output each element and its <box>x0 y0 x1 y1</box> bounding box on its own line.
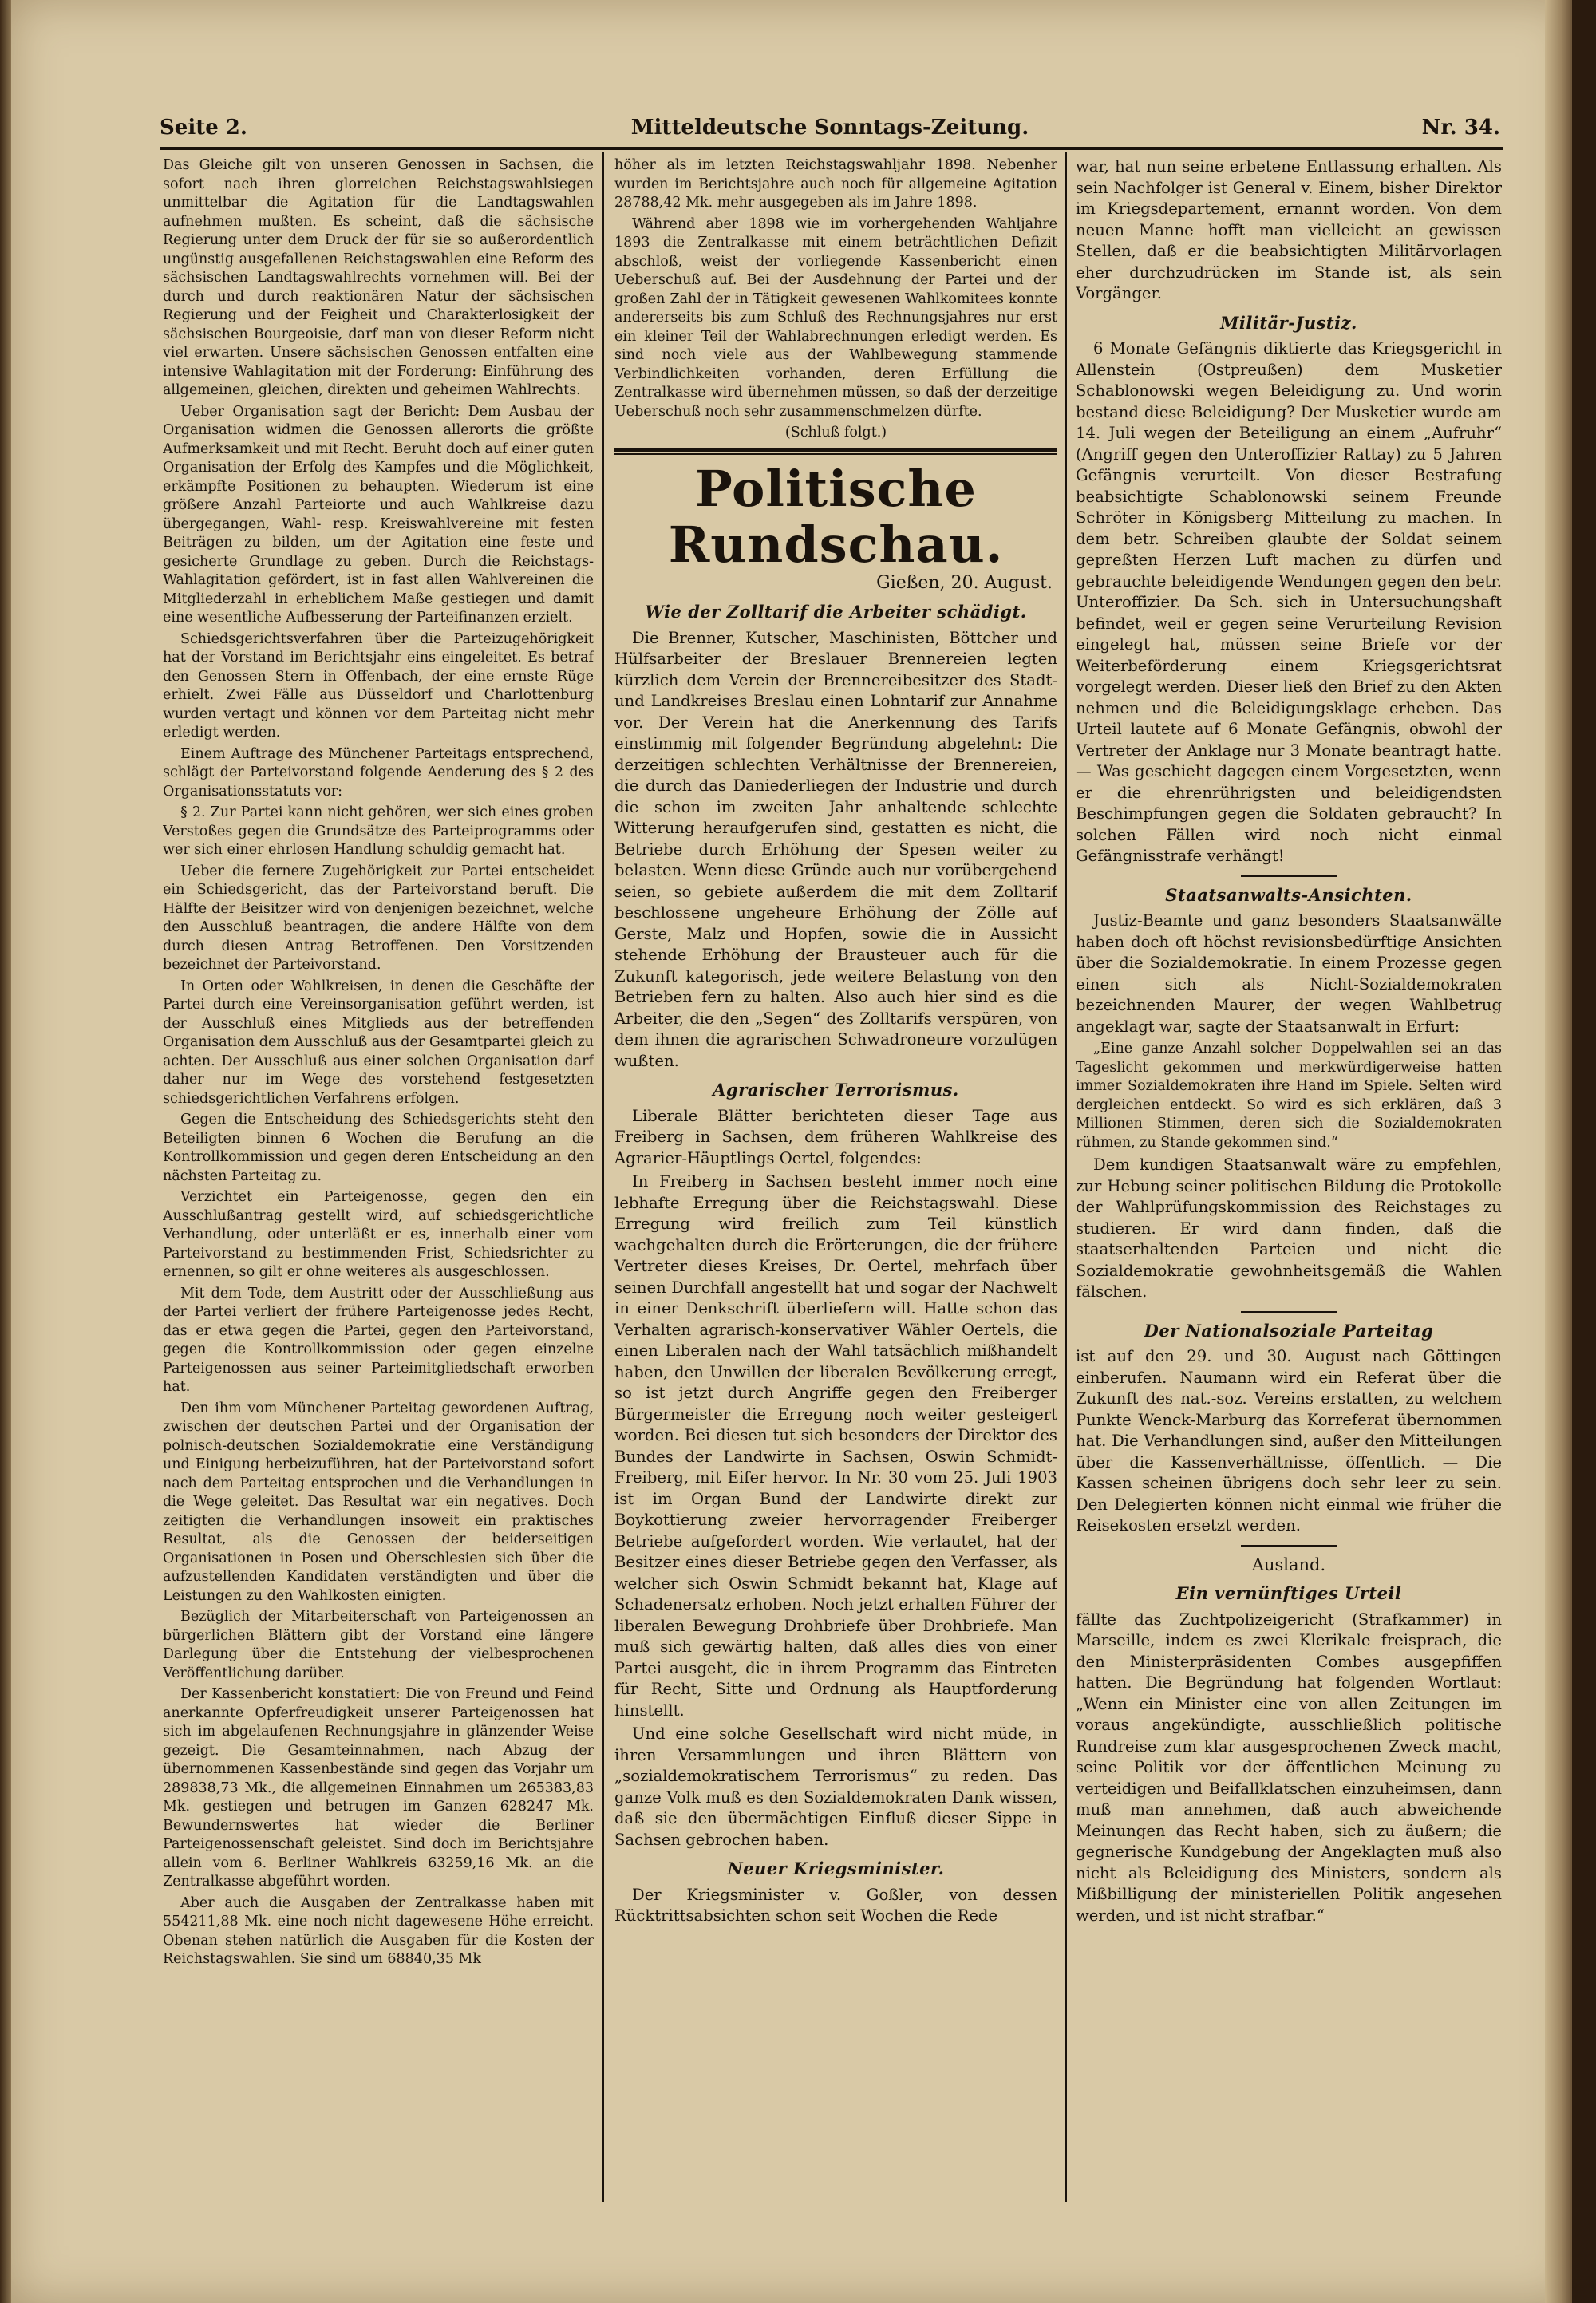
to-be-continued: (Schluß folgt.) <box>784 425 887 440</box>
paragraph: Mit dem Tode, dem Austritt oder der Ausschließung aus der Partei verliert der frühere Parteigenosse jedes Recht, das er etwa gegen die Partei, gegen den Parteivorstand, gegen die Kontrollkommission oder gegen einzelne Parteigenossen aus seiner Parteimitgliedschaft erworben hat. <box>163 1285 594 1395</box>
article-heading: Neuer Kriegsminister. <box>727 1859 945 1878</box>
header-rule <box>160 147 1503 150</box>
separator <box>1241 1311 1337 1313</box>
paragraph: 6 Monate Gefängnis diktierte das Kriegsgericht in Allenstein (Ostpreußen) dem Musketier Schablonowski wegen Beleidigung zu. Und worin bestand diese Beleidigung? Der Musketier wurde am 14. Juli wegen der Beteiligung an einem „Aufruhr“ (Angriff gegen den Unteroffizier Rattay) zu 5 Jahren Gefängnis verurteilt. Von dieser Bestrafung beabsichtigte Schablonowski seinem Freunde Schröter in Königsberg Mitteilung zu machen. In dem betr. Schreiben glaubte der Soldat seinem gepreßten Herzen Luft machen zu dürfen und gebrauchte beleidigende Wendungen gegen den betr. Unteroffizier. Da Sch. sich in Untersuchungshaft befindet, weil er gegen seine Verurteilung Revision eingelegt hat, müssen seine Briefe vor der Weiterbeförderung einem Kriegsgerichtsrat vorgelegt werden. Dieser ließ den Brief zu den Akten nehmen und die Beleidigungsklage erheben. Das Urteil lautete auf 6 Monate Gefängnis, obwohl der Vertreter der Anklage nur 3 Monate beantragt hatte. — Was geschieht dagegen einem Vorgesetzten, wenn er die ehrenrührigsten und beleidigendsten Beschimpfungen gegen die Soldaten gebraucht? In solchen Fällen wird noch nicht einmal Gefängnisstrafe verhängt! <box>1076 339 1502 865</box>
paragraph: Ueber die fernere Zugehörigkeit zur Partei entscheidet ein Schiedsgericht, das der Parteivorstand beruft. Die Hälfte der Beisitzer wird von denjenigen bezeichnet, welche den Ausschluß beantragen, die andere Hälfte von dem durch diesen Antrag Betroffenen. Den Vorsitzenden bezeichnet der Parteivorstand. <box>163 863 594 973</box>
paragraph: Liberale Blätter berichteten dieser Tage aus Freiberg in Sachsen, dem früheren Wahlkreise des Agrarier-Häuptlings Oertel, folgendes: <box>614 1106 1057 1167</box>
quotation: „Eine ganze Anzahl solcher Doppelwahlen sei an das Tageslicht gekommen und merkwürdigerweise hatten immer Sozialdemokraten ihre Hand im Spiele. Selten wird dergleichen entdeckt. So wird es sich erklären, daß 3 Millionen Stimmen, deren sich die Sozialdemokraten rühmen, zu Stande gekommen sind.“ <box>1076 1041 1502 1151</box>
paragraph: Den ihm vom Münchener Parteitag gewordenen Auftrag, zwischen der deutschen Partei und der Organisation der polnisch-deutschen Sozialdemokratie eine Verständigung und Einigung herbeizuführen, hat der Parteivorstand sofort nach dem Parteitag entsprochen und die Verhandlungen in die Wege geleitet. Das Resultat war ein negatives. Doch zeitigten die Verhandlungen insoweit ein praktisches Resultat, als die Genossen der beiderseitigen Organisationen in Posen und Oberschlesien sich über die aufzustellenden Kandidaten verständigten und über die Leistungen zu den Wahlkosten einigten. <box>163 1400 594 1604</box>
paragraph: Der Kassenbericht konstatiert: Die von Freund und Feind anerkannte Opferfreudigkeit unserer Parteigenossen hat sich im abgelaufenen Rechnungsjahre in glänzender Weise gezeigt. Die Gesamteinnahmen, nach Abzug der übernommenen Kassenbestände sind gegen das Vorjahr um 289838,73 Mk., die allgemeinen Einnahmen um 265383,83 Mk. gestiegen und betrugen im Ganzen 628247 Mk. Bewundernswertes hat wieder die Berliner Parteigenossenschaft geleistet. Sind doch im Berichtsjahre allein vom 6. Berliner Wahlkreis 63259,16 Mk. an die Zentralkasse abgeführt worden. <box>163 1686 594 1890</box>
column-divider <box>1065 152 1067 2202</box>
section-rule <box>614 448 1057 452</box>
paragraph: Bezüglich der Mitarbeiterschaft von Parteigenossen an bürgerlichen Blättern gibt der Vorstand eine längere Darlegung über die Entstehung der vielbesprochenen Veröffentlichung darüber. <box>163 1609 594 1681</box>
paragraph: Und eine solche Gesellschaft wird nicht müde, in ihren Versammlungen und ihren Blättern von „sozialdemokratischem Terrorismus“ zu reden. Das ganze Volk muß es den Sozialdemokraten Dank wissen, daß sie den übermächtigen Einfluß dieser Sippe in Sachsen gebrochen haben. <box>614 1724 1057 1849</box>
issue-number: Nr. 34. <box>1421 116 1500 140</box>
section-heading: Ausland. <box>1251 1554 1326 1574</box>
paragraph: § 2. Zur Partei kann nicht gehören, wer sich eines groben Verstoßes gegen die Grundsätze des Parteiprogramms oder wer sich einer ehrlosen Handlung schuldig gemacht hat. <box>163 804 594 858</box>
section-title: Politische Rundschau. <box>668 459 1004 574</box>
paragraph: ist auf den 29. und 30. August nach Göttingen einberufen. Naumann wird ein Referat über die Zukunft des nat.-soz. Vereins erstatten, zu welchem Punkte Wenck-Marburg das Korreferat übernommen hat. Die Verhandlungen sind, außer den Mitteilungen über die Kassenverhältnisse, öffentlich. — Die Kassen scheinen übrigens doch sehr leer zu sein. Den Delegierten können nicht einmal wie früher die Reisekosten ersetzt werden. <box>1076 1347 1502 1535</box>
page-number: Seite 2. <box>160 116 247 140</box>
article-heading: Agrarischer Terrorismus. <box>713 1080 959 1100</box>
newspaper-page <box>11 0 1572 2303</box>
column-divider <box>602 152 604 2202</box>
paragraph: höher als im letzten Reichstagswahljahr 1898. Nebenher wurden im Berichtsjahre auch noch für allgemeine Agitation 28788,42 Mk. mehr ausgegeben als im Jahre 1898. <box>614 157 1057 211</box>
separator <box>1241 875 1337 877</box>
paragraph: war, hat nun seine erbetene Entlassung erhalten. Als sein Nachfolger ist General v. Einem, bisher Direktor im Kriegsdepartement, ernannt worden. Von dem neuen Manne hofft man vielleicht an gewissen Stellen, daß er die beabsichtigten Militärvorlagen eher durchzudrücken im Stande ist, als sein Vorgänger. <box>1076 157 1502 302</box>
page-edge-right <box>1545 0 1572 2303</box>
column-1 <box>163 156 594 2263</box>
paragraph: In Freiberg in Sachsen besteht immer noch eine lebhafte Erregung über die Reichstagswahl. Diese Erregung wird freilich zum Teil künstlich wachgehalten durch die Erörterungen, die der frühere Vertreter dieses Kreises, Dr. Oertel, mehrfach über seinen Durchfall angestellt hat und sogar der Nachwelt in einer Denkschrift überliefern will. Hatte schon das Verhalten agrarisch-konservativer Wähler Oertels, die einen Liberalen nach der Wahl tatsächlich mißhandelt haben, den Unwillen der liberalen Bevölkerung erregt, so ist jetzt durch Angriffe gegen den Freiberger Bürgermeister die Erregung noch weiter gesteigert worden. Bei diesen tut sich besonders der Direktor des Bundes der Landwirte in Sachsen, Oswin Schmidt-Freiberg, mit Eifer hervor. In Nr. 30 vom 25. Juli 1903 ist im Organ Bund der Landwirte direkt zur Boykottierung zweier hervorragender Freiberger Betriebe aufgefordert worden. Wie verlautet, hat der Besitzer eines dieser Betriebe gegen den Verfasser, als welcher sich Oswin Schmidt bekannt hat, Klage auf Schadenersatz erhoben. Noch jetzt erhalten Führer der liberalen Bewegung Drohbriefe über Drohbriefe. Man muß sich gewärtig halten, daß alles dies von einer Partei ausgeht, die in ihrem Programm das Eintreten für Recht, Sitte und Ordnung als Hauptforderung hinstellt. <box>614 1172 1057 1720</box>
paragraph: Schiedsgerichtsverfahren über die Parteizugehörigkeit hat der Vorstand im Berichtsjahr eins eingeleitet. Es betraf den Genossen Stern in Offenbach, der eine ernste Rüge erhielt. Zwei Fälle aus Düsseldorf und Charlottenburg wurden vertagt und können vor dem Parteitag nicht mehr erledigt werden. <box>163 630 594 741</box>
dateline: Gießen, 20. August. <box>876 572 1053 593</box>
paragraph: Das Gleiche gilt von unseren Genossen in Sachsen, die sofort nach ihren glorreichen Reichstagswahlsiegen unmittelbar die Agitation für die Landtagswahlen aufnehmen mußten. Es scheint, daß die sächsische Regierung unter dem Druck der für sie so außerordentlich ungünstig ausgefallenen Reichstagswahlen eine Reform des sächsischen Landtagswahlrechts vornehmen will. Bei der durch und durch reaktionären Natur der sächsischen Regierung und der Feigheit und Charakterlosigkeit der sächsischen Bourgeoisie, darf man von dieser Reform nicht viel erwarten. Unsere sächsischen Genossen entfalten eine intensive Wahlagitation mit der Forderung: Einführung des allgemeinen, gleichen, direkten und geheimen Wahlrechts. <box>163 157 594 398</box>
paragraph: Ueber Organisation sagt der Bericht: Dem Ausbau der Organisation widmen die Genossen allerorts die größte Aufmerksamkeit und mit Recht. Beruht doch auf einer guten Organisation der Erfolg des Kampfes und die Möglichkeit, erkämpfte Positionen zu behaupten. Wiederum ist eine größere Anzahl Parteiorte und auch Wahlkreise dazu übergegangen, Wahl- resp. Kreiswahlvereine mit festen Beiträgen zu bilden, um der Agitation eine feste und gesicherte Grundlage zu geben. Durch die Reichstags-Wahlagitation gefördert, ist in fast allen Wahlvereinen die Mitgliederzahl in erheblichem Maße gestiegen und damit eine wesentliche Aufbesserung der Parteifinanzen erzielt. <box>163 403 594 626</box>
page-header <box>160 116 1500 148</box>
paragraph: Dem kundigen Staatsanwalt wäre zu empfehlen, zur Hebung seiner politischen Bildung die Protokolle der Wahlprüfungskommission des Reichstages zu studieren. Er wird dann finden, daß die staatserhaltenden Parteien und nicht die Sozialdemokratie gewohnheitsgemäß die Wahlen fälschen. <box>1076 1155 1502 1301</box>
column-3 <box>1076 156 1502 2263</box>
paragraph: Die Brenner, Kutscher, Maschinisten, Böttcher und Hülfsarbeiter der Breslauer Brennereien legten kürzlich dem Verein der Brennereibesitzer des Stadt- und Landkreises Breslau einen Lohntarif zur Annahme vor. Der Verein hat die Anerkennung des Tarifs einstimmig mit folgender Begründung abgelehnt: Die derzeitigen schlechten Verhältnisse der Brennereien, die durch das Daniederliegen der Industrie und durch die schon im zweiten Jahr anhaltende schlechte Witterung heraufgerufen sind, gestatten es nicht, die Betriebe durch Erhöhung der Spesen weiter zu belasten. Wenn diese Gründe auch nur vorübergehend seien, so gebiete außerdem die mit dem Zolltarif beschlossene ungeheure Erhöhung der Zölle auf Gerste, Malz und Hopfen, sowie die in Aussicht stehende Erhöhung der Brausteuer auch für die Zukunft kategorisch, jede weitere Belastung von den Betrieben fern zu halten. Also auch hier sind es die Arbeiter, die den „Segen“ des Zolltarifs verspüren, von dem ihnen die agrarischen Schwadroneure vorzulügen wußten. <box>614 628 1057 1070</box>
newspaper-title: Mitteldeutsche Sonntags-Zeitung. <box>630 116 1029 140</box>
paragraph: Einem Auftrage des Münchener Parteitags entsprechend, schlägt der Parteivorstand folgende Aenderung des § 2 des Organisationsstatuts vor: <box>163 745 594 800</box>
article-heading: Militär-Justiz. <box>1220 312 1357 333</box>
article-heading: Wie der Zolltarif die Arbeiter schädigt. <box>645 602 1027 622</box>
page-gutter-left <box>0 0 11 2303</box>
article-heading: Staatsanwalts-Ansichten. <box>1165 884 1412 905</box>
paragraph: fällte das Zuchtpolizeigericht (Strafkammer) in Marseille, indem es zwei Klerikale freisprach, die den Ministerpräsidenten Combes ausgepfiffen hatten. Die Begründung hat folgenden Wortlaut: „Wenn ein Minister eine von allen Zeitungen im voraus angekündigte, ausschließlich politische Rundreise zum klar ausgesprochenen Zweck macht, seine Politik vor der öffentlichen Meinung zu verteidigen und Beifallklatschen einzuheimsen, dann muß man annehmen, daß auch abweichende Meinungen das Recht haben, sich zu äußern; die gegnerische Kundgebung der Angeklagten muß also nicht als Beleidigung des Ministers, sondern als Mißbilligung der ministeriellen Politik angesehen werden, und ist nicht strafbar.“ <box>1076 1610 1502 1925</box>
column-2 <box>614 156 1057 2263</box>
separator <box>1241 1545 1337 1547</box>
paragraph: Aber auch die Ausgaben der Zentralkasse haben mit 554211,88 Mk. eine noch nicht dagewesene Höhe erreicht. Obenan stehen natürlich die Ausgaben für die Kosten der Reichstagswahlen. Sie sind um 68840,35 Mk <box>163 1894 594 1967</box>
paragraph: Gegen die Entscheidung des Schiedsgerichts steht den Beteiligten binnen 6 Wochen die Berufung an die Kontrollkommission und gegen deren Entscheidung an den nächsten Parteitag zu. <box>163 1112 594 1184</box>
paragraph: Verzichtet ein Parteigenosse, gegen den ein Ausschlußantrag gestellt wird, auf schiedsgerichtliche Verhandlung, oder unterläßt er es, innerhalb einer vom Parteivorstand zu bestimmenden Frist, Schiedsrichter zu ernennen, so gilt er ohne weiteres als ausgeschlossen. <box>163 1189 594 1280</box>
article-heading: Ein vernünftiges Urteil <box>1175 1583 1402 1603</box>
paragraph: Während aber 1898 wie im vorhergehenden Wahljahre 1893 die Zentralkasse mit einem beträchtlichen Defizit abschloß, weist der vorliegende Kassenbericht einen Ueberschuß auf. Bei der Ausdehnung der Partei und der großen Zahl der in Tätigkeit gewesenen Wahlkomitees konnte andererseits bis zum Schluß des Rechnungsjahres nur erst ein kleiner Teil der Wahlabrechnungen erledigt werden. Es sind noch viele aus der Wahlbewegung stammende Verbindlichkeiten vorhanden, deren Erfüllung die Zentralkasse wird übernehmen müssen, so daß der derzeitige Ueberschuß noch sehr zusammenschmelzen dürfte. <box>614 215 1057 420</box>
paragraph: In Orten oder Wahlkreisen, in denen die Geschäfte der Partei durch eine Vereinsorganisation geführt werden, ist der Ausschluß eines Mitglieds aus der betreffenden Organisation dem Ausschluß aus der Gesamtpartei gleich zu achten. Der Ausschluß aus einer solchen Organisation darf daher nur im Wege des vorstehend festgesetzten schiedsgerichtlichen Verfahrens erfolgen. <box>163 978 594 1107</box>
article-heading: Der Nationalsoziale Parteitag <box>1144 1320 1434 1341</box>
section-rule <box>614 453 1057 455</box>
paragraph: Justiz-Beamte und ganz besonders Staatsanwälte haben doch oft höchst revisionsbedürftige Ansichten über die Sozialdemokratie. In einem Prozesse gegen einen sich als Nicht-Sozialdemokraten bezeichnenden Maurer, der wegen Wahlbetrug angeklagt war, sagte der Staatsanwalt in Erfurt: <box>1076 911 1502 1036</box>
paragraph: Der Kriegsminister v. Goßler, von dessen Rücktrittsabsichten schon seit Wochen die Rede <box>614 1885 1057 1925</box>
